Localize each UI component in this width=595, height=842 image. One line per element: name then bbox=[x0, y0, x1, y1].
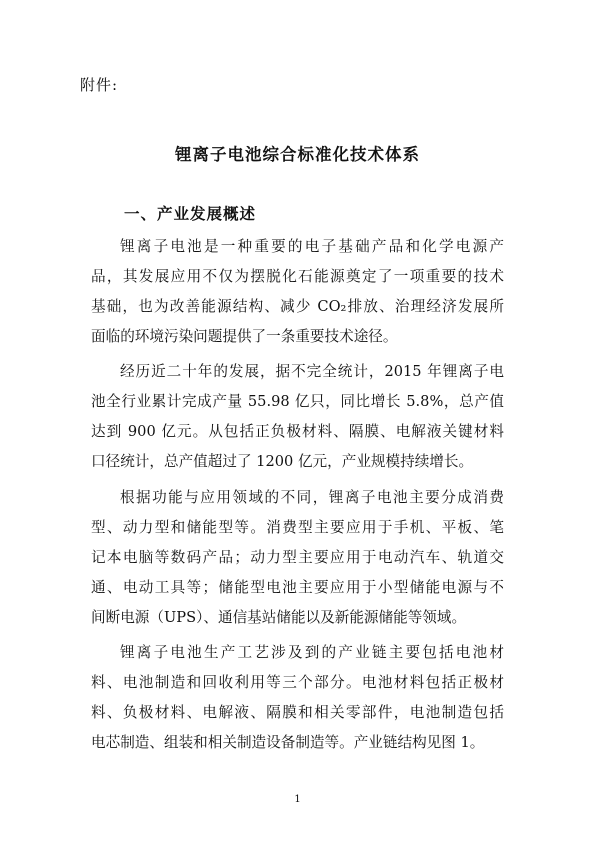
paragraph-line: 电芯制造、组装和相关制造设备制造等。产业链结构见图 1。 bbox=[91, 734, 485, 751]
paragraph-line: 口径统计，总产值超过了 1200 亿元，产业规模持续增长。 bbox=[91, 453, 474, 470]
paragraph-line: 面临的环境污染问题提供了一条重要技术途径。 bbox=[91, 328, 398, 345]
section-heading: 一、产业发展概述 bbox=[124, 205, 257, 223]
paragraph-line: 记本电脑等数码产品；动力型主要应用于电动汽车、轨道交 bbox=[91, 549, 504, 566]
paragraph-line: 型、动力型和储能型等。消费型主要应用于手机、平板、笔 bbox=[91, 519, 504, 536]
paragraph-line: 经历近二十年的发展，据不完全统计，2015 年锂离子电 bbox=[120, 363, 504, 380]
paragraph-line: 根据功能与应用领域的不同，锂离子电池主要分成消费 bbox=[120, 489, 504, 506]
paragraph-1 bbox=[91, 232, 504, 352]
paragraph-2 bbox=[91, 357, 504, 477]
paragraph-line: 基础，也为改善能源结构、减少 CO₂排放、治理经济发展所 bbox=[91, 298, 504, 315]
paragraph-line: 锂离子电池生产工艺涉及到的产业链主要包括电池材 bbox=[120, 644, 504, 661]
document-title: 锂离子电池综合标准化技术体系 bbox=[175, 145, 420, 164]
paragraph-line: 料、电池制造和回收利用等三个部分。电池材料包括正极材 bbox=[91, 674, 504, 691]
paragraph-line: 达到 900 亿元。从包括正负极材料、隔膜、电解液关键材料 bbox=[91, 423, 504, 440]
paragraph-line: 料、负极材料、电解液、隔膜和相关零部件，电池制造包括 bbox=[91, 704, 504, 721]
page-number: 1 bbox=[294, 794, 301, 805]
paragraph-line: 池全行业累计完成产量 55.98 亿只，同比增长 5.8%，总产值 bbox=[91, 393, 504, 410]
attachment-label: 附件: bbox=[80, 76, 119, 94]
paragraph-3 bbox=[91, 483, 504, 633]
paragraph-line: 锂离子电池是一种重要的电子基础产品和化学电源产 bbox=[120, 238, 504, 255]
paragraph-line: 间断电源（UPS）、通信基站储能以及新能源储能等领域。 bbox=[91, 609, 467, 626]
paragraph-line: 品，其发展应用不仅为摆脱化石能源奠定了一项重要的技术 bbox=[91, 268, 504, 285]
paragraph-line: 通、电动工具等；储能型电池主要应用于小型储能电源与不 bbox=[91, 579, 504, 596]
paragraph-4 bbox=[91, 638, 504, 758]
